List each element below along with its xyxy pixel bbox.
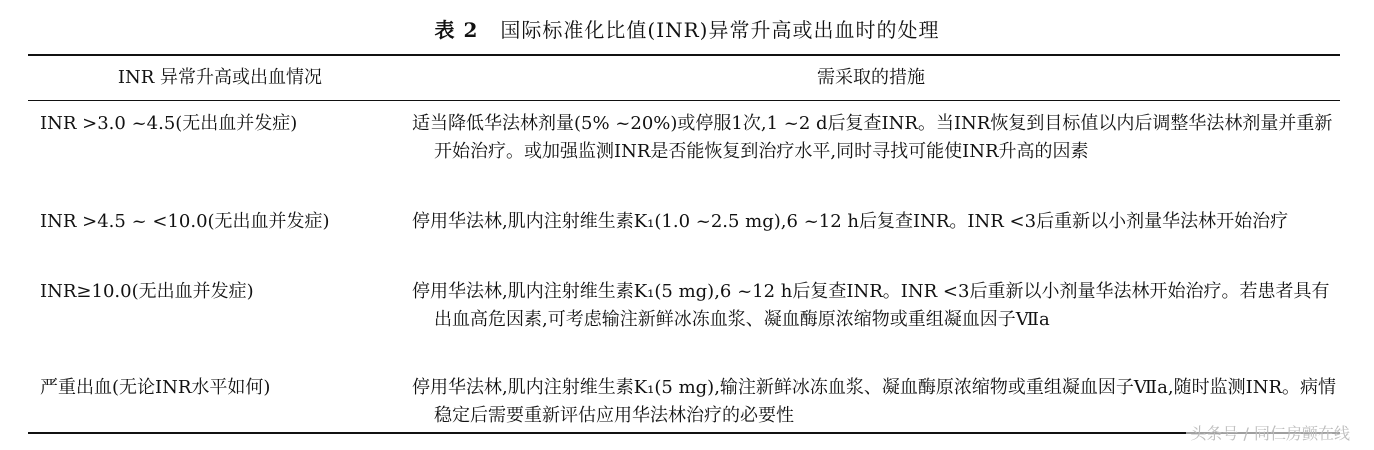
row-3-condition: INR≥10.0(无出血并发症): [40, 281, 254, 302]
table-number: 表 2: [434, 18, 479, 42]
bottom-rule: [28, 432, 1340, 434]
row-3-action: 停用华法林,肌内注射维生素K₁(5 mg),6 ~12 h后复查INR。INR <3后重新以小剂量华法林开始治疗。若患者具有出血高危因素,可考虑输注新鲜冰冻血浆、凝血酶原浓缩物或重组凝血因子Ⅶa: [412, 281, 1330, 330]
header-rule: [28, 100, 1340, 101]
watermark: 头条号 / 同仁房颤在线: [1186, 424, 1354, 444]
row-1-action: 适当降低华法林剂量(5% ~20%)或停服1次,1 ~2 d后复查INR。当INR恢复到目标值以内后调整华法林剂量并重新开始治疗。或加强监测INR是否能恢复到治疗水平,同时寻找可能使INR升高的因素: [412, 113, 1333, 162]
table-title: 国际标准化比值(INR)异常升高或出血时的处理: [500, 18, 940, 42]
row-2-action: 停用华法林,肌内注射维生素K₁(1.0 ~2.5 mg),6 ~12 h后复查INR。INR <3后重新以小剂量华法林开始治疗: [412, 211, 1289, 232]
row-1-condition: INR >3.0 ~4.5(无出血并发症): [40, 113, 298, 134]
row-2-condition: INR >4.5 ~ <10.0(无出血并发症): [40, 211, 330, 232]
column-header-action: 需采取的措施: [817, 67, 925, 88]
top-rule: [28, 54, 1340, 56]
table-caption: [0, 16, 1374, 44]
row-4-action: 停用华法林,肌内注射维生素K₁(5 mg),输注新鲜冰冻血浆、凝血酶原浓缩物或重组凝血因子Ⅶa,随时监测INR。病情稳定后需要重新评估应用华法林治疗的必要性: [412, 377, 1337, 426]
row-4-condition: 严重出血(无论INR水平如何): [40, 377, 271, 398]
column-header-condition: INR 异常升高或出血情况: [117, 67, 323, 88]
